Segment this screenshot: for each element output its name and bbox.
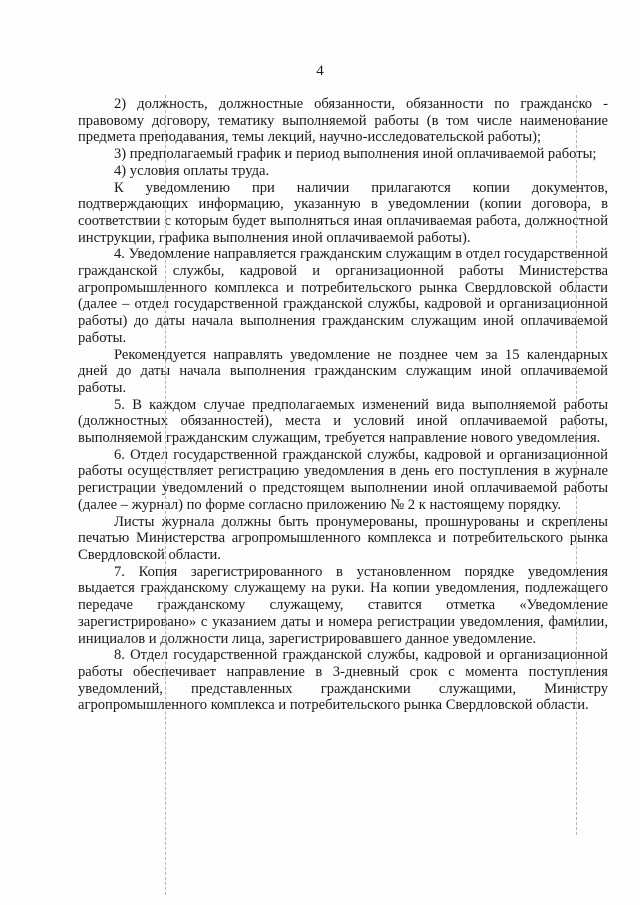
- paragraph-schedule: 3) предполагаемый график и период выполнения иной оплачиваемой работы;: [114, 146, 597, 163]
- paragraph-item-7: 7. Копия зарегистрированного в установленном порядке уведомления выдается гражданскому служащему на руки. На копии уведомления, подлежащего передаче гражданскому служащему, ставится отметка «Уведомление зарегистрировано» с указанием даты и номера регистрации уведомления, фамилии, инициалов и должности лица, зарегистрировавшего данное уведомление.: [78, 563, 608, 647]
- page-number: 4: [316, 63, 324, 79]
- scan-artifact-line-left: [165, 95, 166, 895]
- paragraph-item-6: 6. Отдел государственной гражданской службы, кадровой и организационной работы осуществляет регистрацию уведомления в день его поступления в журнале регистрации уведомлений о предстоящем выполнении иной оплачиваемой работы (далее – журнал) по форме согласно приложению № 2 к настоящему порядку.: [78, 446, 608, 513]
- paragraph-item-8: 8. Отдел государственной гражданской службы, кадровой и организационной работы обеспечивает направление в 3-дневный срок с момента поступления уведомлений, представленных гражданскими служащими, Министру агропромышленного комплекса и потребительского рынка Свердловской области.: [78, 647, 608, 714]
- paragraph-payment-terms: 4) условия оплаты труда.: [114, 162, 270, 179]
- paragraph-attachments: К уведомлению при наличии прилагаются копии документов, подтверждающих информацию, указанную в уведомлении (копии договора, в соответствии с которым будет выполняться иная оплачиваемая работа, должностной инструкции, графика выполнения иной оплачиваемой работы).: [78, 179, 608, 246]
- paragraph-item-4: 4. Уведомление направляется гражданским служащим в отдел государственной гражданской службы, кадровой и организационной работы Министерства агропромышленного комплекса и потребительского рынка Свердловской области (далее – отдел государственной гражданской службы, кадровой и организационной работы) до даты начала выполнения гражданским служащим иной оплачиваемой работы.: [78, 246, 608, 346]
- paragraph-recommendation: Рекомендуется направлять уведомление не позднее чем за 15 календарных дней до даты начала выполнения гражданским служащим иной оплачиваемой работы.: [78, 346, 608, 396]
- paragraph-journal-sheets: Листы журнала должны быть пронумерованы, прошнурованы и скреплены печатью Министерства агропромышленного комплекса и потребительского рынка Свердловской области.: [78, 513, 608, 563]
- paragraph-position-duties: 2) должность, должностные обязанности, обязанности по гражданско - правовому договору, тематику выполняемой работы (в том числе наименование предмета преподавания, темы лекций, научно-исследовательской работы);: [78, 96, 608, 146]
- document-body: [78, 96, 608, 714]
- scan-artifact-line-right: [576, 95, 577, 835]
- paragraph-item-5: 5. В каждом случае предполагаемых изменений вида выполняемой работы (должностных обязанностей), места и условий иной оплачиваемой работы, выполняемой гражданским служащим, требуется направление нового уведомления.: [78, 396, 608, 447]
